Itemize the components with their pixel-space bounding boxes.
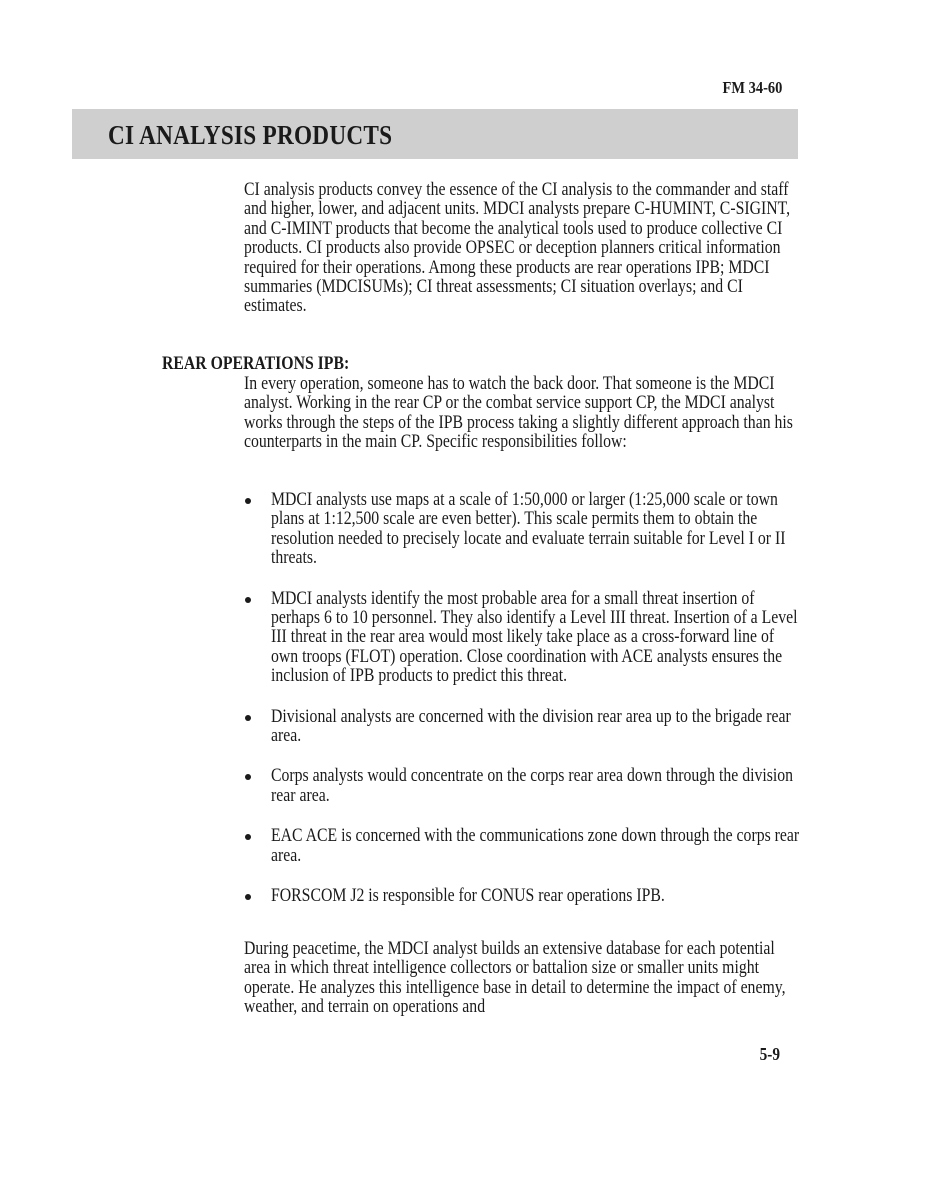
bullet-icon [245,894,251,900]
bullet-icon [245,834,251,840]
list-item [244,826,804,865]
list-item-text: Divisional analysts are concerned with the division rear area up to the brigade rear area. [271,705,791,747]
rear-operations-heading: REAR OPERATIONS IPB: [162,353,350,374]
list-item-text: MDCI analysts use maps at a scale of 1:50,000 or larger (1:25,000 scale or town plans at 1:12,500 scale are even better). This scale permits them to obtain the resolution needed to precisely locate and evaluate terrain suitable for Level I or II threats. [271,489,786,569]
list-item-text: Corps analysts would concentrate on the corps rear area down through the division rear area. [271,765,794,806]
manual-id: FM 34-60 [722,78,782,97]
page-number: 5-9 [759,1044,780,1064]
list-item [244,589,804,686]
list-item [244,766,804,805]
bullet-icon [245,597,251,603]
bullet-icon [245,715,251,721]
list-item-text: FORSCOM J2 is responsible for CONUS rear operations IPB. [271,885,665,907]
closing-paragraph: During peacetime, the MDCI analyst builds an extensive database for each potential area in which threat intelligence collectors or battalion size or smaller units might operate. He analyzes this intelligence base in detail to determine the impact of enemy, weather, and terrain on operations and [244,938,786,1018]
section-intro-paragraph: CI analysis products convey the essence of the CI analysis to the commander and staff and higher, lower, and adjacent units. MDCI analysts prepare C-HUMINT, C-SIGINT, and C-IMINT products that become the analytical tools used to produce collective CI products. CI products also provide OPSEC or deception planners critical information required for their operations. Among these products are rear operations IPB; MDCI summaries (MDCISUMs); CI threat assessments; CI situation overlays; and CI estimates. [244,179,791,317]
list-item-text: EAC ACE is concerned with the communications zone down through the corps rear area. [271,825,800,866]
rear-operations-intro-paragraph: In every operation, someone has to watch the back door. That someone is the MDCI analyst. Working in the rear CP or the combat service support CP, the MDCI analyst works through the steps of the IPB process taking a slightly different approach than his counterparts in the main CP. Specific responsibilities follow: [244,373,793,453]
bullet-icon [245,498,251,504]
list-item [244,490,804,568]
bullet-icon [245,774,251,780]
list-item-text: MDCI analysts identify the most probable area for a small threat insertion of perhaps 6 to 10 personnel. They also identify a Level III threat. Insertion of a Level III threat in the rear area would most likely take place as a cross-forward line of own troops (FLOT) operation. Close coordination with ACE analysts ensures the inclusion of IPB products to predict this threat. [271,587,798,687]
responsibilities-list [244,490,804,927]
list-item [244,707,804,746]
list-item [244,886,804,905]
section-title: CI ANALYSIS PRODUCTS [108,120,393,150]
